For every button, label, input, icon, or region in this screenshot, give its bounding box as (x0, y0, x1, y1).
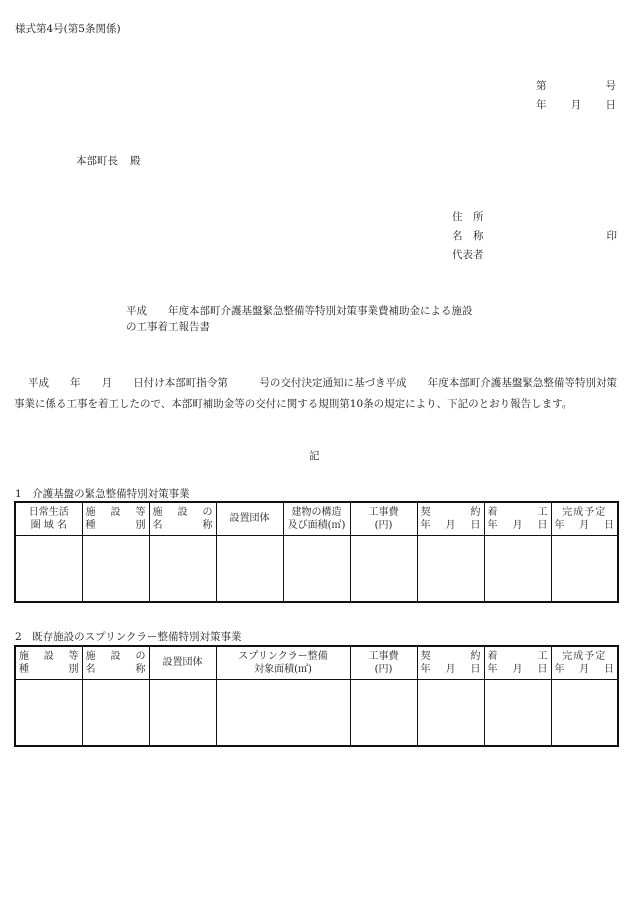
col-completion-date (551, 646, 618, 679)
h: の (202, 506, 213, 518)
h: 名 (85, 663, 96, 675)
h: 称 (135, 663, 146, 675)
h: 着 (487, 506, 498, 518)
h: 設 (110, 506, 121, 518)
h: 日 (604, 663, 614, 675)
h: 完成予定 (562, 650, 607, 662)
h: 設 (43, 650, 54, 662)
date-year: 年 (536, 99, 547, 111)
col-area (15, 502, 82, 535)
h: 施 (152, 506, 163, 518)
cell[interactable] (216, 535, 283, 602)
subject-line-2: の工事着工報告書 (126, 321, 210, 333)
h: 年 (554, 519, 565, 531)
h: 種 (85, 519, 96, 531)
h: 完成予定 (562, 506, 607, 518)
h: 設 (177, 506, 188, 518)
form-number: 様式第4号(第5条関係) (15, 23, 121, 35)
col-cost-line-1: 工事費 (368, 650, 399, 662)
col-cost-line-1: 工事費 (368, 506, 399, 518)
col-struct-line-2: 及び面積(㎡) (287, 519, 346, 531)
section-2-table (14, 645, 619, 747)
h: 着 (487, 650, 498, 662)
h: 工 (537, 650, 548, 662)
h: 契 (420, 650, 431, 662)
doc-number-suffix: 号 (605, 80, 616, 92)
h: 施 (19, 650, 29, 662)
date-month: 月 (570, 99, 582, 111)
h: 等 (68, 650, 79, 662)
h: 月 (445, 519, 456, 531)
name-label: 名 称 (452, 230, 484, 242)
cell[interactable] (417, 535, 484, 602)
cell[interactable] (350, 535, 417, 602)
body-text (14, 373, 617, 415)
col-sprinkler-area (216, 646, 350, 679)
col-facility-name (149, 502, 216, 535)
representative-label: 代表者 (452, 249, 484, 261)
col-construction-cost (350, 646, 417, 679)
col-area-line-2: 圏 域 名 (30, 519, 67, 531)
h: 年 (420, 663, 431, 675)
cell[interactable] (15, 535, 82, 602)
col-cost-line-2: (円) (374, 663, 393, 675)
h: 年 (420, 519, 431, 531)
col-structure-area (283, 502, 350, 535)
col-cost-line-2: (円) (374, 519, 393, 531)
h: 等 (135, 506, 146, 518)
addressee-honorific: 殿 (130, 155, 141, 167)
addressee (76, 153, 141, 168)
h: 日 (470, 519, 481, 531)
h: 施 (85, 506, 96, 518)
cell[interactable] (82, 535, 149, 602)
doc-number-prefix: 第 (536, 80, 547, 92)
cell[interactable] (551, 535, 618, 602)
ki-heading: 記 (309, 450, 320, 462)
body-paragraph: 平成 年 月 日付け本部町指令第 号の交付決定通知に基づき平成 年度本部町介護基盤緊急整備等特別対策事業に係る工事を着工したので、本部町補助金等の交付に関する規則第10条の規定により、下記のとおり報告します。 (14, 377, 617, 410)
col-start-date (484, 502, 551, 535)
cell[interactable] (82, 679, 149, 746)
col-start-date (484, 646, 551, 679)
h: 月 (512, 519, 523, 531)
subject-line-1: 平成 年度本部町介護基盤緊急整備等特別対策事業費補助金による施設 (126, 305, 473, 317)
cell[interactable] (417, 679, 484, 746)
seal-mark: 印 (606, 230, 617, 242)
col-facility-type (82, 502, 149, 535)
cell[interactable] (484, 535, 551, 602)
col-contract-date (417, 646, 484, 679)
cell[interactable] (15, 679, 82, 746)
cell[interactable] (551, 679, 618, 746)
h: 約 (470, 650, 481, 662)
h: 年 (487, 663, 498, 675)
section-2-title: 2 既存施設のスプリンクラー整備特別対策事業 (15, 631, 242, 643)
h: 年 (487, 519, 498, 531)
col-construction-cost (350, 502, 417, 535)
h: 日 (537, 663, 548, 675)
cell[interactable] (149, 535, 216, 602)
document-number (536, 78, 616, 93)
cell[interactable] (216, 679, 350, 746)
h: 契 (420, 506, 431, 518)
h: 月 (445, 663, 456, 675)
h: 名 (152, 519, 163, 531)
h: 工 (537, 506, 548, 518)
table-header-row (15, 646, 618, 679)
h: 月 (512, 663, 523, 675)
table-header-row (15, 502, 618, 535)
col-completion-date (551, 502, 618, 535)
cell[interactable] (149, 679, 216, 746)
h: の (135, 650, 146, 662)
h: 月 (579, 519, 590, 531)
h: 日 (604, 519, 614, 531)
section-1-table (14, 501, 619, 603)
h: 施 (85, 650, 96, 662)
h: 日 (470, 663, 481, 675)
cell[interactable] (283, 535, 350, 602)
h: 日 (537, 519, 548, 531)
date-day: 日 (605, 99, 616, 111)
col-sprinkler-line-1: スプリンクラー整備 (238, 650, 328, 662)
table-row (15, 535, 618, 602)
addressee-name: 本部町長 (76, 155, 118, 167)
col-contract-date (417, 502, 484, 535)
col-struct-line-1: 建物の構造 (291, 506, 342, 518)
col-organization: 設置団体 (149, 646, 216, 679)
applicant-block (452, 209, 617, 266)
table-row (15, 679, 618, 746)
h: 約 (470, 506, 481, 518)
col-facility-name (82, 646, 149, 679)
h: 月 (579, 663, 590, 675)
document-subject (126, 303, 473, 335)
h: 設 (110, 650, 121, 662)
col-organization: 設置団体 (216, 502, 283, 535)
document-date (536, 97, 616, 112)
section-1-title: 1 介護基盤の緊急整備特別対策事業 (15, 488, 190, 500)
address-label: 住 所 (452, 211, 484, 223)
h: 称 (202, 519, 213, 531)
h: 年 (554, 663, 565, 675)
cell[interactable] (350, 679, 417, 746)
h: 別 (135, 519, 146, 531)
col-facility-type (15, 646, 82, 679)
cell[interactable] (484, 679, 551, 746)
h: 種 (19, 663, 29, 675)
col-sprinkler-line-2: 対象面積(㎡) (254, 663, 312, 675)
h: 別 (68, 663, 79, 675)
col-area-line-1: 日常生活 (28, 506, 69, 518)
